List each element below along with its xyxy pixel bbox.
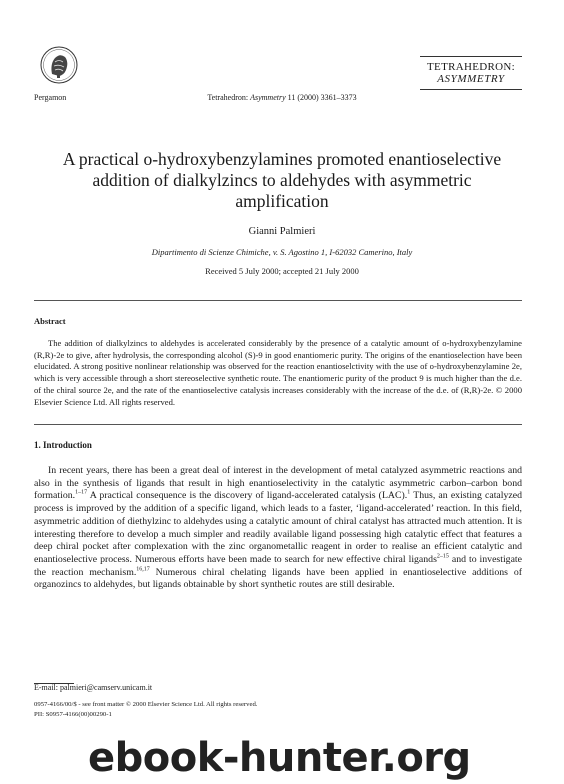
reference-superscript: 1–17 — [75, 490, 88, 497]
article-title: A practical o-hydroxybenzylamines promoted enantioselective addition of dialkylzincs to aldehydes with asymmetric amplification — [62, 149, 502, 211]
copyright-line: 0957-4166/00/$ - see front matter © 2000 Elsevier Science Ltd. All rights reserved. — [34, 701, 258, 708]
intro-text-4: and to investigate the reaction mechanism. — [34, 553, 522, 578]
journal-name-line1: TETRAHEDRON: — [427, 61, 515, 73]
intro-text-3: Thus, an existing catalyzed process is improved by the addition of a specific ligand, which leads to a faster, ‘ligand-accelerated’ reaction. In this field, asymmetric addition of diethylzinc to aldehydes using a catalytic amount of chiral catalyst has attracted much attention. It is interesting therefore to develop a much simpler and readily available ligand possessing high catalytic effect that features a deep chiral pocket after complexation with the zinc organometallic reagent in order to realise an efficient catalytic and enantioselective process. Numerous efforts have been made to search for new effective chiral ligands — [34, 490, 522, 565]
citation-suffix: 11 (2000) 3361–3373 — [285, 93, 357, 102]
publisher-name: Pergamon — [34, 93, 67, 102]
intro-text-5: Numerous chiral chelating ligands have been applied in enantioselective additions of organozincs to aldehydes, but ligands obtainable by short synthetic routes are still desirable. — [34, 566, 522, 591]
journal-citation — [0, 93, 564, 102]
abstract-heading: Abstract — [34, 316, 66, 326]
reference-superscript: 2–15 — [436, 553, 449, 560]
copyright-notice — [34, 700, 257, 720]
reference-superscript: 1 — [407, 490, 411, 497]
citation-journal: Asymmetry — [250, 93, 286, 102]
abstract-bottom-rule — [34, 424, 522, 425]
abstract-text: The addition of dialkylzincs to aldehydes is accelerated considerably by the presence of a catalytic amount of o-hydroxybenzylamine (R,R)-2e to give, after hydrolysis, the corresponding alcohol (S)-9 in good enantiomeric purity. The origins of the enantioselection have been elucidated. A strong positive nonlinear relationship was observed for the reaction enantioselctivity with the use of o-hydroxybenzylamine 2e, which is very accessible through a short stereoselective synthetic route. The enantiomeric purity of the product 9 is much higher than the d.e. of the chiral source 2e, and the rate of the enantioselective catalysis increases considerably with the increase of the d.e. of (R,R)-2e. © 2000 Elsevier Science Ltd. All rights reserved. — [34, 338, 522, 407]
journal-name-box — [420, 56, 522, 90]
reference-superscript: 16,17 — [136, 566, 150, 573]
intro-text-2: A practical consequence is the discovery of ligand-accelerated catalysis (LAC). — [87, 490, 408, 502]
journal-bottom-rule — [420, 89, 522, 90]
author-name: Gianni Palmieri — [248, 226, 316, 237]
pii-line: PII: S0957-4166(00)00290-1 — [34, 711, 112, 718]
author-affiliation: Dipartimento di Scienze Chimiche, v. S. Agostino 1, I-62032 Camerino, Italy — [151, 247, 413, 257]
publisher-logo-icon — [40, 46, 78, 84]
journal-name-line2: ASYMMETRY — [437, 73, 505, 85]
journal-top-rule — [420, 56, 522, 57]
received-dates: Received 5 July 2000; accepted 21 July 2000 — [205, 266, 359, 276]
section-heading-introduction: 1. Introduction — [34, 440, 92, 450]
introduction-paragraph — [34, 465, 522, 592]
citation-prefix: Tetrahedron: — [207, 93, 251, 102]
intro-text-1: In recent years, there has been a great deal of interest in the development of metal catalyzed asymmetric reactions and also in the synthesis of ligands that result in high enantioselectivity in the catalytic asymmetric carbon–carbon bond formation. — [34, 465, 522, 502]
watermark-text: ebook-hunter.org — [88, 735, 471, 781]
author-email: E-mail: palmieri@camserv.unicam.it — [34, 683, 153, 692]
abstract-top-rule — [34, 300, 522, 301]
